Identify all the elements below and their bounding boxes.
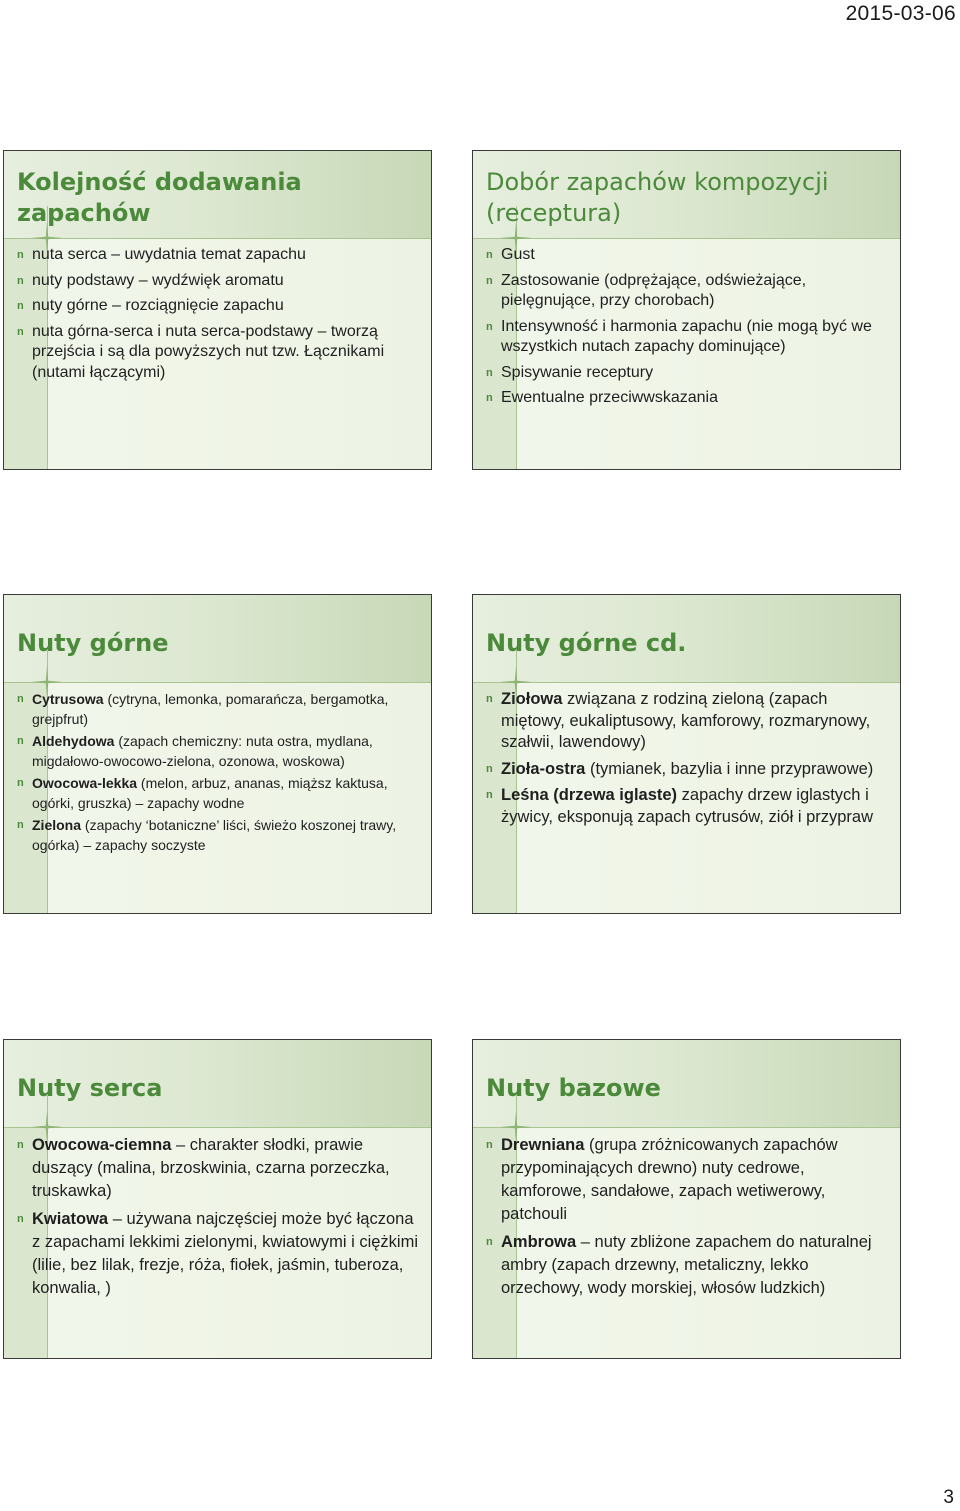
list-item: n Gust	[473, 245, 892, 266]
term: Zielona	[32, 817, 82, 833]
list-item: n Ewentualne przeciwwskazania	[473, 388, 892, 409]
bullet-square-icon: n	[486, 693, 493, 705]
list-item: n Leśna (drzewa iglaste) zapachy drzew iglastych i żywicy, eksponują zapach cytrusów, ziół i przypraw	[486, 786, 874, 826]
bullet-square-icon: n	[17, 274, 24, 287]
page-date: 2015-03-06	[845, 2, 956, 25]
list-item: n nuta serca – uwydatnia temat zapachu	[4, 245, 423, 266]
bullet-square-icon: n	[17, 325, 24, 338]
bullet-square-icon: n	[486, 320, 493, 333]
bullet-list	[4, 1134, 423, 1305]
bullet-list	[473, 245, 892, 414]
slide-nuty-gorne	[3, 594, 432, 914]
slide-dobor-zapachow	[472, 150, 901, 470]
term: Drewniana	[501, 1136, 585, 1154]
page-number: 3	[943, 1487, 954, 1508]
slide-title: Nuty serca	[17, 1074, 163, 1102]
slide-kolejnosc-dodawania	[3, 150, 432, 470]
term: Owocowa-ciemna	[32, 1136, 172, 1154]
list-item: n nuty podstawy – wydźwięk aromatu	[4, 271, 423, 292]
list-item: n Owocowa-lekka (melon, arbuz, ananas, miąższ kaktusa, ogórki, gruszka) – zapachy wodne	[17, 775, 388, 811]
list-item: n nuty górne – rozciągnięcie zapachu	[4, 296, 423, 317]
bullet-square-icon: n	[486, 392, 493, 404]
bullet-square-icon: n	[486, 762, 493, 775]
slide-title: Nuty górne cd.	[486, 629, 687, 657]
list-item: n Ziołowa związana z rodziną zieloną (zapach miętowy, eukaliptusowy, kamforowy, rozmarynowy, szałwii, lawendowy)	[486, 690, 871, 751]
list-item: n Zielona (zapachy ‘botaniczne’ liści, świeżo koszonej trawy, ogórka) – zapachy soczyste	[17, 817, 397, 853]
bullet-square-icon: n	[17, 1139, 24, 1151]
divider-horizontal	[4, 682, 431, 683]
term: Ambrowa	[501, 1233, 577, 1251]
term: Ziołowa	[501, 690, 563, 708]
slide-nuty-gorne-cd	[472, 594, 901, 914]
divider-horizontal	[473, 238, 900, 239]
slide-nuty-serca	[3, 1039, 432, 1359]
divider-horizontal	[473, 682, 900, 683]
slide-title: Dobór zapachów kompozycji (receptura)	[486, 168, 829, 227]
list-item: n Intensywność i harmonia zapachu (nie mogą być we wszystkich nutach zapachy dominujące)	[486, 317, 872, 355]
bullet-list	[4, 245, 423, 388]
bullet-list	[473, 689, 892, 833]
slide-title: Nuty górne	[17, 629, 169, 657]
list-item: n Aldehydowa (zapach chemiczny: nuta ostra, mydlana, migdałowo-owocowo-zielona, ozonowa, woskowa)	[17, 733, 373, 769]
bullet-square-icon: n	[486, 366, 493, 379]
list-item: n Ambrowa – nuty zbliżone zapachem do naturalnej ambry (zapach drzewny, metaliczny, lekko orzechowy, wody morskiej, włosów ludzkich)	[486, 1233, 872, 1297]
term: Kwiatowa	[32, 1210, 109, 1228]
list-item: n Cytrusowa (cytryna, lemonka, pomarańcza, bergamotka, grejpfrut)	[17, 691, 389, 727]
divider-horizontal	[4, 238, 431, 239]
bullet-square-icon: n	[17, 249, 24, 261]
bullet-square-icon: n	[486, 789, 493, 801]
bullet-square-icon: n	[486, 249, 493, 261]
bullet-square-icon: n	[486, 1139, 493, 1151]
bullet-square-icon: n	[17, 1213, 24, 1225]
bullet-square-icon: n	[17, 735, 24, 747]
divider-horizontal	[4, 1127, 431, 1128]
list-item: n Zioła-ostra (tymianek, bazylia i inne przyprawowe)	[473, 759, 892, 781]
list-item: n Owocowa-ciemna – charakter słodki, prawie duszący (malina, brzoskwinia, czarna porzeczka, truskawka)	[17, 1136, 390, 1200]
term: Zioła-ostra	[501, 759, 586, 778]
bullet-square-icon: n	[17, 777, 24, 789]
list-item: n Spisywanie receptury	[473, 363, 892, 384]
list-item: n Kwiatowa – używana najczęściej może być łączona z zapachami lekkimi zielonymi, kwiatowymi i ciężkimi (lilie, bez lilak, frezje, róża, fiołek, jaśmin, tuberoza, konwalia, )	[17, 1210, 419, 1297]
divider-horizontal	[473, 1127, 900, 1128]
term: Leśna (drzewa iglaste)	[501, 786, 678, 804]
bullet-square-icon: n	[486, 1236, 493, 1248]
slide-nuty-bazowe	[472, 1039, 901, 1359]
term: Cytrusowa	[32, 691, 104, 707]
list-item: n nuta górna-serca i nuta serca-podstawy – tworzą przejścia i są dla powyższych nut tzw. Łącznikami (nutami łączącymi)	[17, 322, 385, 381]
list-item: n Zastosowanie (odprężające, odświeżające, pielęgnujące, przy chorobach)	[486, 271, 807, 309]
bullet-list	[4, 689, 423, 857]
slide-title: Nuty bazowe	[486, 1074, 661, 1102]
term: Owocowa-lekka	[32, 775, 138, 791]
bullet-square-icon: n	[486, 274, 493, 287]
bullet-list	[473, 1134, 892, 1305]
bullet-square-icon: n	[17, 819, 24, 831]
slide-title: Kolejność dodawania zapachów	[17, 168, 302, 227]
bullet-square-icon: n	[17, 300, 24, 312]
bullet-square-icon: n	[17, 693, 24, 705]
list-item: n Drewniana (grupa zróżnicowanych zapachów przypominających drewno) nuty cedrowe, kamforowe, sandałowe, zapach wetiwerowy, patchouli	[486, 1136, 838, 1223]
term: Aldehydowa	[32, 733, 115, 749]
